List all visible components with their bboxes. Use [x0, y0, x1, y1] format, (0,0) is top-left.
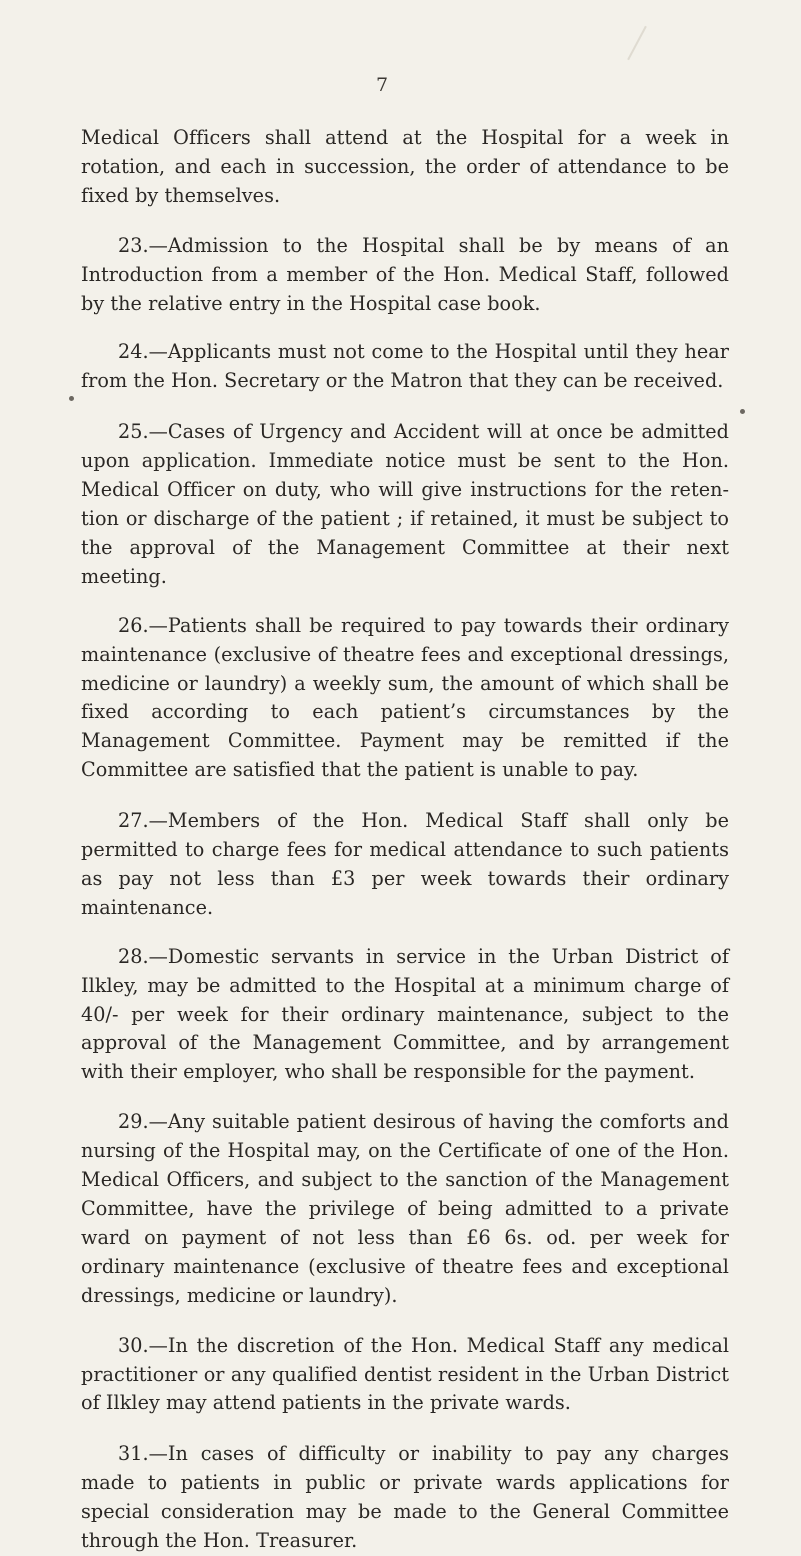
paragraph-rule-24: 24.—Applicants must not come to the Hospital until they hear from the Hon. Secretary or the Matron that they can be received.: [81, 340, 729, 393]
rules-text: [81, 124, 729, 1556]
paragraph-rule-31: 31.—In cases of difficulty or inability to pay any charges made to patients in public or private wards applications for special consideration may be made to the General Committee through the Hon. Treasurer.: [81, 1442, 729, 1553]
paragraph-rule-27: 27.—Members of the Hon. Medical Staff shall only be permitted to charge fees for medical attendance to such patients as pay not less than £3 per week towards their ordinary maintenance.: [81, 809, 729, 919]
paragraph-rule-29: 29.—Any suitable patient desirous of having the comforts and nursing of the Hospital may, on the Certificate of one of the Hon. Medical Officers, and subject to the sanction of the Management Committee, have the privilege of being admitted to a private ward on payment of not less than £6 6s. od. per week for ordinary maintenance (exclusive of theatre fees and exceptional dressings, medicine or laundry).: [81, 1110, 729, 1307]
page-mark: [627, 26, 647, 60]
page-number: 7: [376, 74, 389, 96]
ink-dot: [740, 409, 745, 414]
paragraph-rule-26: 26.—Patients shall be required to pay towards their ordinary maintenance (exclusive of theatre fees and exceptional dressings, medicine or laundry) a weekly sum, the amount of which shall be fixed according to each patient’s circumstances by the Management Committee. Payment may be remitted if the Committee are satisfied that the patient is unable to pay.: [81, 613, 729, 782]
paragraph-rule-28: 28.—Domestic servants in service in the Urban District of Ilkley, may be admitted to the Hospital at a minimum charge of 40/- per week for their ordinary maintenance, subject to the approval of the Management Committee, and by arrangement with their employer, who shall be responsible for the payment.: [81, 944, 729, 1084]
ink-dot: [69, 396, 74, 401]
paragraph-continuation: Medical Officers shall attend at the Hospital for a week in rotation, and each in succession, the order of attendance to be fixed by themselves.: [81, 126, 729, 207]
paragraph-rule-25: 25.—Cases of Urgency and Accident will at once be admitted upon application. Immediate notice must be sent to the Hon. Medical Officer on duty, who will give instructions for the retention or discharge of the patient ; if retained, it must be subject to the approval of the Management Committee at their next meeting.: [81, 420, 729, 588]
paragraph-rule-30: 30.—In the discretion of the Hon. Medical Staff any medical practitioner or any qualified dentist resident in the Urban District of Ilkley may attend patients in the private wards.: [81, 1333, 729, 1415]
paragraph-rule-23: 23.—Admission to the Hospital shall be by means of an Introduction from a member of the Hon. Medical Staff, followed by the relative entry in the Hospital case book.: [81, 233, 729, 315]
